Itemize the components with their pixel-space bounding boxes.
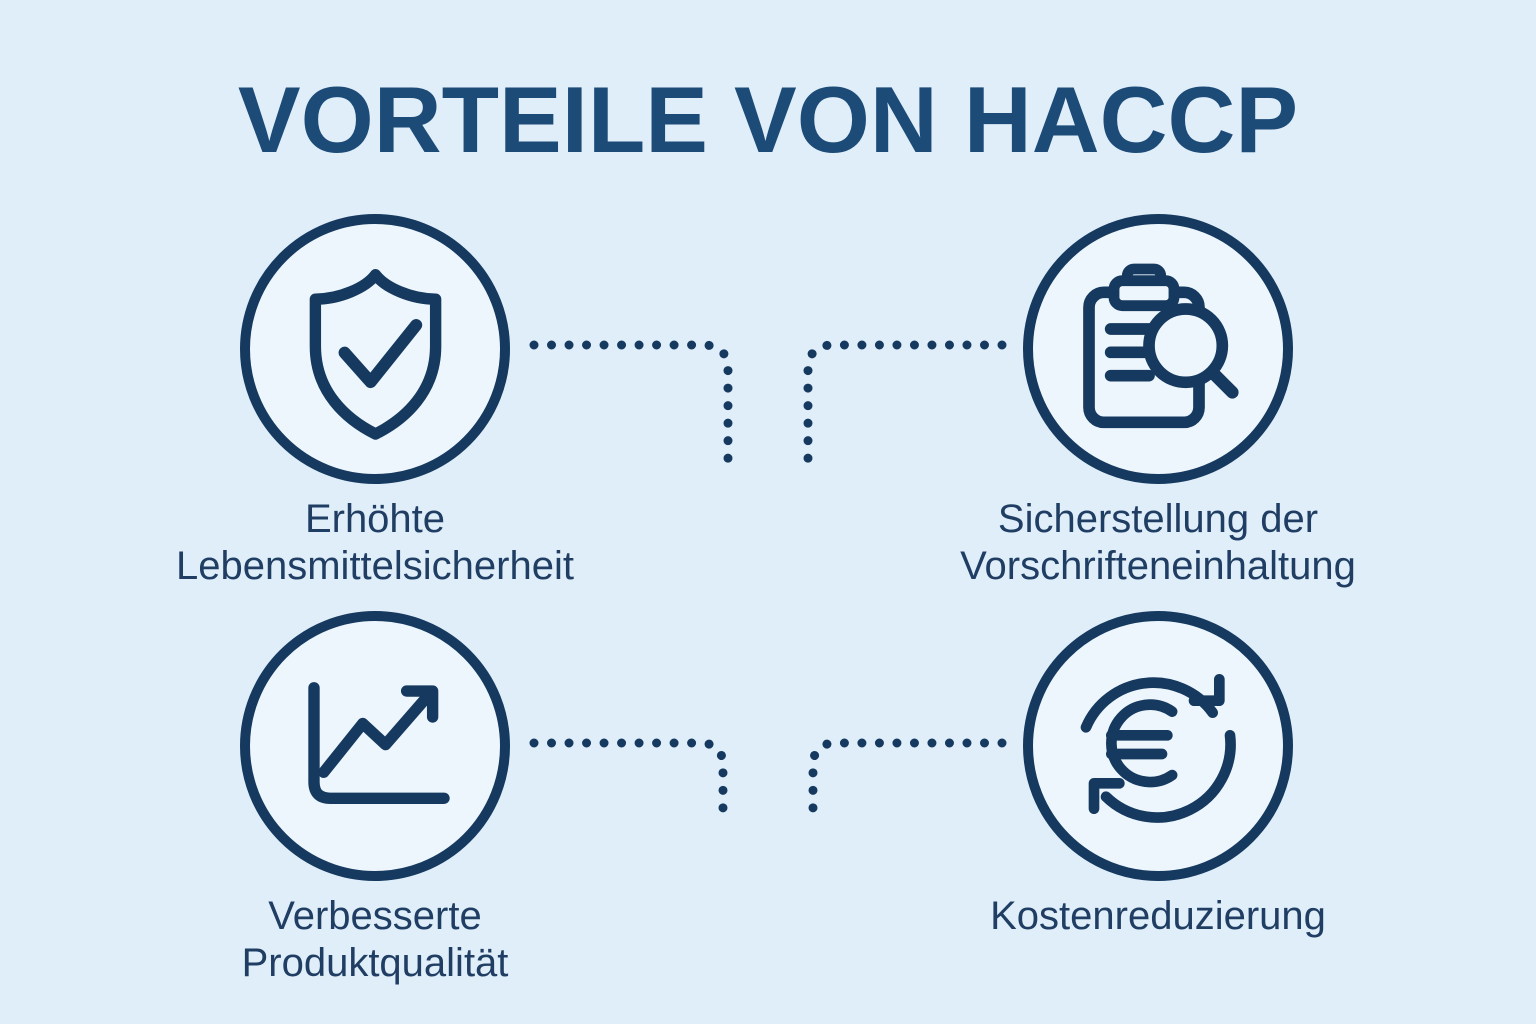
label-line: Produktqualität (241, 941, 509, 985)
label-line: Verbesserte (268, 894, 482, 938)
shield-check-icon (278, 252, 473, 447)
connector-top-right (808, 345, 1002, 467)
benefit-circle-product-quality (240, 611, 510, 881)
connector-bottom-left (534, 743, 723, 824)
label-line: Sicherstellung der (997, 497, 1319, 541)
euro-cycle-icon (1078, 666, 1238, 826)
label-line: Vorschrifteneinhaltung (960, 544, 1356, 588)
connector-top-left (534, 345, 728, 467)
page-title: VORTEILE VON HACCP (237, 67, 1299, 172)
benefit-label-compliance (828, 496, 1488, 590)
benefit-label-cost-reduction (828, 893, 1488, 940)
label-line: Erhöhte (304, 497, 446, 541)
label-line: Kostenreduzierung (990, 894, 1326, 938)
benefit-circle-cost-reduction (1023, 611, 1293, 881)
benefit-circle-food-safety (240, 214, 510, 484)
benefit-circle-compliance (1023, 214, 1293, 484)
label-line: Lebensmittelsicherheit (176, 544, 574, 588)
growth-chart-icon (275, 652, 470, 847)
clipboard-inspection-icon (1054, 249, 1254, 449)
benefit-label-food-safety (55, 496, 695, 590)
benefit-label-product-quality (55, 893, 695, 987)
connector-bottom-right (813, 743, 1002, 824)
